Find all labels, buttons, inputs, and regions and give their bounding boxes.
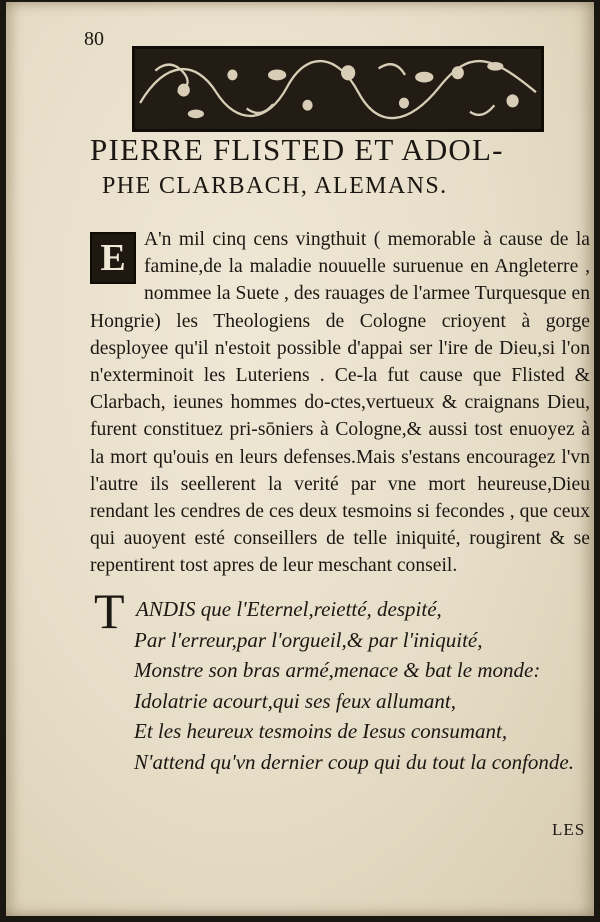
page-number: 80 [84, 28, 104, 50]
verse-line-4: Idolatrie acourt,qui ses feux allumant, [134, 688, 456, 713]
book-page [6, 2, 594, 916]
verse-line [94, 583, 586, 639]
title-line-1: PIERRE FLISTED ET ADOL- [90, 132, 504, 167]
verse-line-2: Par l'erreur,par l'orgueil,& par l'iniquité, [134, 627, 483, 652]
title-line-2: PHE CLARBACH, ALEMANS. [102, 173, 448, 199]
verse-line-1: ANDIS que l'Eternel,reietté, despité, [136, 597, 442, 621]
verse-line-3: Monstre son bras armé,menace & bat le monde: [134, 658, 541, 682]
verse-line-6: N'attend qu'vn dernier coup qui du tout la confonde. [134, 749, 575, 774]
verse-initial: T [94, 583, 125, 639]
body-paragraph [90, 226, 590, 580]
ornamental-headpiece [132, 46, 544, 132]
catchword: LES [552, 820, 586, 839]
chapter-title [90, 132, 590, 204]
body-text: A'n mil cinq cens vingthuit ( memorable à cause de la famine,de la maladie nouuelle suruenue en Angleterre , nommee la Suete , des rauages de l'armee Turquesque en Hongrie) les Theologiens de Cologne crioyent à gorge desployee qu'il n'estoit possible d'appai ser l'ire de Dieu,si l'on n'exterminoit les Luteriens . Ce-la fut cause que Flisted & Clarbach, ieunes hommes do-ctes,vertueux & craignans Dieu, furent constituez pri-sōniers à Cologne,& aussi tost enuoyez à la mort qu'ouis en leurs defenses.Mais s'estans encouragez l'vn l'autre ils seellerent la verité par vne mort heureuse,Dieu rendant les cendres de ces deux tesmoins si fecondes , que ceux qui auoyent esté conseillers de telle iniquité, rougirent & se repentirent tost apres de leur meschant conseil. [90, 229, 590, 577]
foliage-ornament-icon [135, 49, 541, 129]
verse-block [94, 583, 586, 777]
verse-line-5: Et les heureux tesmoins de Iesus consumant, [134, 719, 508, 743]
drop-cap: E [90, 232, 136, 284]
